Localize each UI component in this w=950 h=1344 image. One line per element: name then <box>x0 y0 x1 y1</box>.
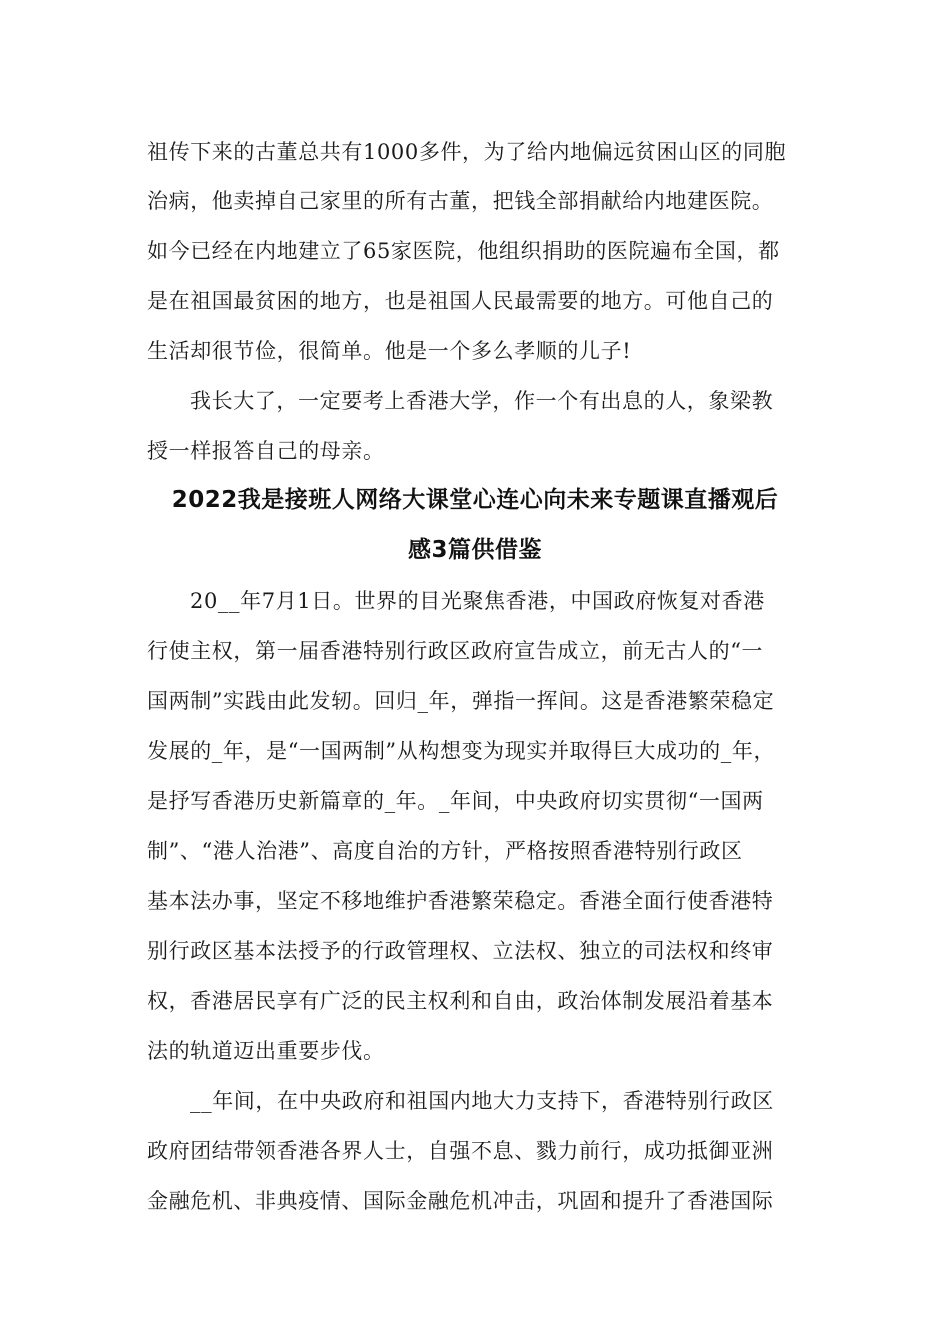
body-text-line: 基本法办事，坚定不移地维护香港繁荣稳定。香港全面行使香港特 <box>147 889 774 913</box>
body-text-line: 发展的_年，是“一国两制”从构想变为现实并取得巨大成功的_年， <box>147 739 776 763</box>
body-text-line: 生活却很节俭，很简单。他是一个多么孝顺的儿子! <box>147 339 632 363</box>
body-text-line: 政府团结带领香港各界人士，自强不息、戮力前行，成功抵御亚洲 <box>147 1139 774 1163</box>
body-text-line: 别行政区基本法授予的行政管理权、立法权、独立的司法权和终审 <box>147 939 774 963</box>
body-text-line: 祖传下来的古董总共有1000多件，为了给内地偏远贫困山区的同胞 <box>147 140 787 164</box>
body-text-line: 20__年7月1日。世界的目光聚焦香港，中国政府恢复对香港 <box>190 589 765 613</box>
body-text-line: 法的轨道迈出重要步伐。 <box>147 1039 385 1063</box>
body-text-line: 如今已经在内地建立了65家医院，他组织捐助的医院遍布全国，都 <box>147 239 780 263</box>
body-text-line: 我长大了，一定要考上香港大学，作一个有出息的人，象梁教 <box>190 389 774 413</box>
section-heading: 感3篇供借鉴 <box>407 537 542 563</box>
body-text-line: 制”、“港人治港”、高度自治的方针，严格按照香港特别行政区 <box>147 839 743 863</box>
body-text-line: 权，香港居民享有广泛的民主权利和自由，政治体制发展沿着基本 <box>147 989 774 1013</box>
body-text-line: 行使主权，第一届香港特别行政区政府宣告成立，前无古人的“一 <box>147 639 764 663</box>
body-text-line: 治病，他卖掉自己家里的所有古董，把钱全部捐献给内地建医院。 <box>147 189 774 213</box>
body-text-line: __年间，在中央政府和祖国内地大力支持下，香港特别行政区 <box>190 1089 774 1113</box>
body-text-line: 是在祖国最贫困的地方，也是祖国人民最需要的地方。可他自己的 <box>147 289 774 313</box>
body-text-line: 授一样报答自己的母亲。 <box>147 439 385 463</box>
body-text-line: 金融危机、非典疫情、国际金融危机冲击，巩固和提升了香港国际 <box>147 1189 774 1213</box>
body-text-line: 国两制”实践由此发轫。回归_年，弹指一挥间。这是香港繁荣稳定 <box>147 689 775 713</box>
section-heading: 2022我是接班人网络大课堂心连心向未来专题课直播观后 <box>171 487 779 513</box>
body-text-line: 是抒写香港历史新篇章的_年。_年间，中央政府切实贯彻“一国两 <box>147 789 764 813</box>
